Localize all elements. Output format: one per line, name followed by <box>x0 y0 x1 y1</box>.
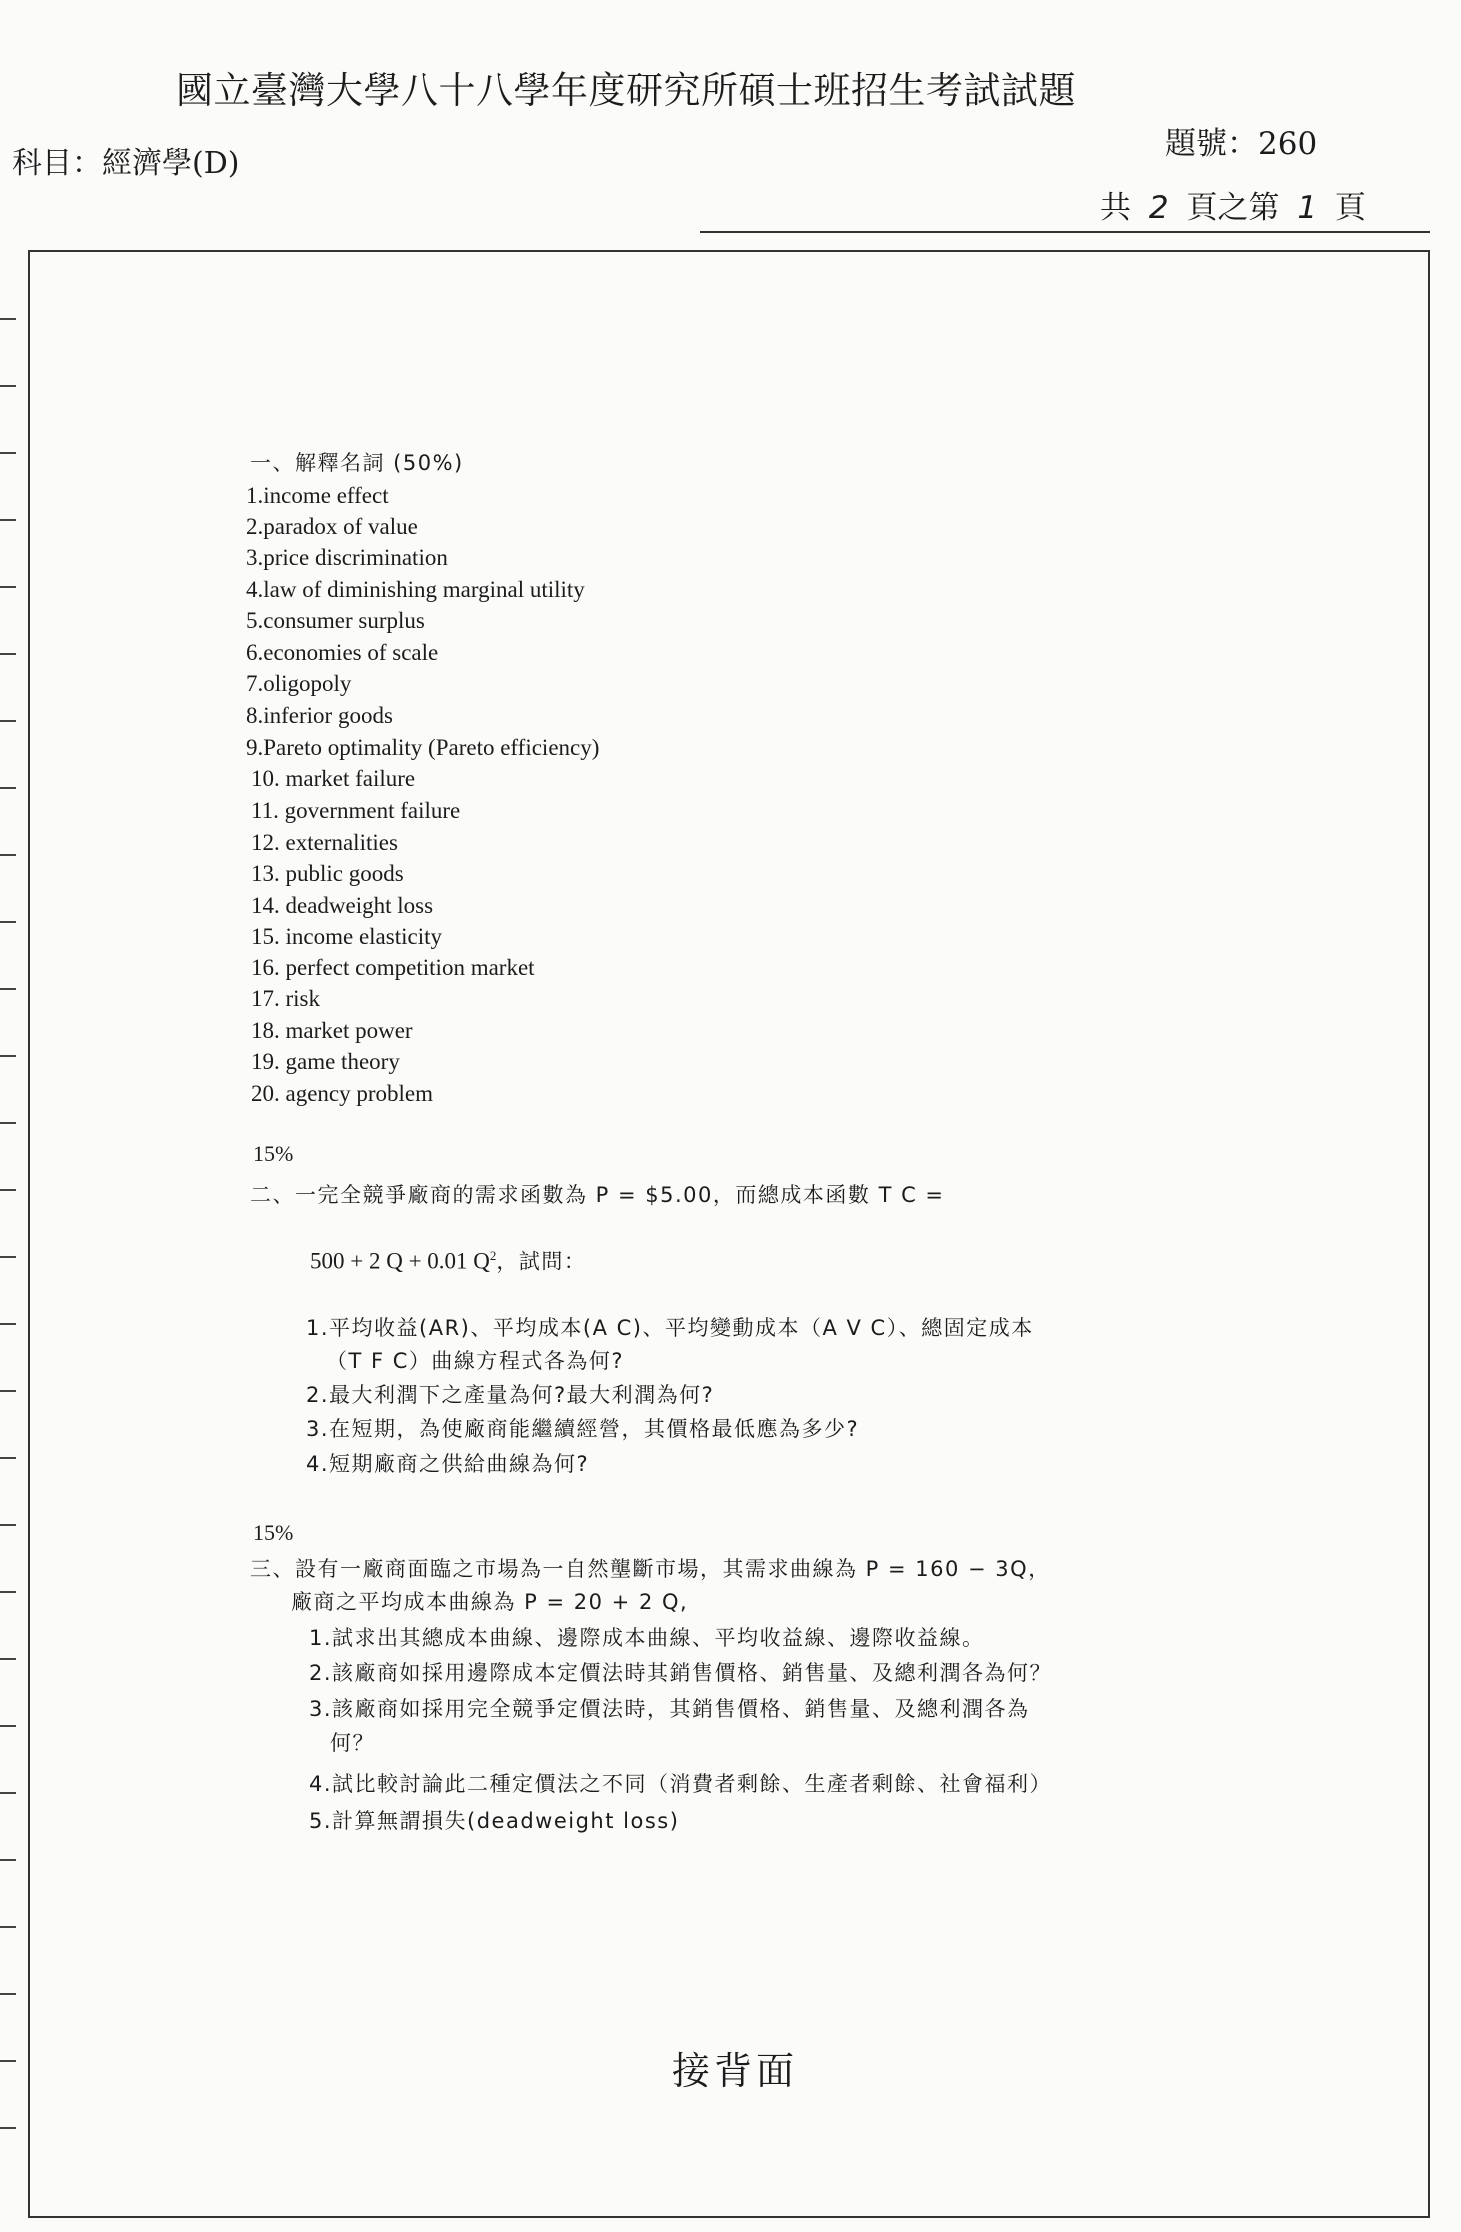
term-item: 18. market power <box>251 1018 413 1043</box>
cost-function-base: 500 + 2 Q + 0.01 Q <box>310 1248 490 1274</box>
page-total: 2 <box>1148 190 1169 226</box>
margin-tick <box>0 1792 16 1794</box>
margin-tick <box>0 1323 16 1325</box>
term-item: 9.Pareto optimality (Pareto efficiency) <box>246 735 600 760</box>
continue-on-back-note: 接背面 <box>672 2049 799 2093</box>
content-frame <box>28 250 1430 2218</box>
term-item: 3.price discrimination <box>246 545 448 570</box>
question-number: 題號：260 <box>1165 126 1318 162</box>
margin-tick <box>0 586 16 588</box>
margin-tick <box>0 1457 16 1459</box>
section2-item: （T F C）曲線方程式各為何? <box>326 1349 625 1373</box>
margin-tick <box>0 1122 16 1124</box>
margin-tick <box>0 519 16 521</box>
section2-question: 二、一完全競爭廠商的需求函數為 P = $5.00，而總成本函數 T C = <box>250 1183 945 1207</box>
term-item: 20. agency problem <box>251 1081 434 1106</box>
term-item: 7.oligopoly <box>246 671 352 696</box>
exam-title: 國立臺灣大學八十八學年度研究所碩士班招生考試試題 <box>176 69 1076 112</box>
section2-item: 2.最大利潤下之產量為何?最大利潤為何? <box>306 1383 715 1407</box>
margin-tick <box>0 854 16 856</box>
margin-tick <box>0 1256 16 1258</box>
cost-function-exponent: 2 <box>489 1248 497 1263</box>
margin-tick <box>0 385 16 387</box>
margin-tick <box>0 318 16 320</box>
margin-tick <box>0 1993 16 1995</box>
section3-question: 三、設有一廠商面臨之市場為一自然壟斷市場，其需求曲線為 P = 160 − 3Q， <box>250 1557 1051 1581</box>
margin-tick <box>0 787 16 789</box>
section3-item: 3.該廠商如採用完全競爭定價法時，其銷售價格、銷售量、及總利潤各為 <box>309 1697 1030 1721</box>
margin-tick <box>0 1055 16 1057</box>
section2-item: 3.在短期，為使廠商能繼續經營，其價格最低應為多少? <box>306 1417 860 1441</box>
term-item: 16. perfect competition market <box>251 955 535 980</box>
term-item: 6.economies of scale <box>246 640 439 665</box>
term-item: 13. public goods <box>251 861 404 886</box>
margin-tick <box>0 2127 16 2129</box>
page-prefix: 共 <box>1100 190 1131 226</box>
term-item: 11. government failure <box>251 798 461 823</box>
term-item: 4.law of diminishing marginal utility <box>246 577 585 602</box>
term-item: 17. risk <box>251 986 320 1011</box>
section1-heading: 一、解釋名詞 (50%) <box>250 451 464 475</box>
margin-tick <box>0 1591 16 1593</box>
term-item: 5.consumer surplus <box>246 608 425 633</box>
term-item: 2.paradox of value <box>246 514 418 539</box>
section3-item: 1.試求出其總成本曲線、邊際成本曲線、平均收益線、邊際收益線。 <box>309 1626 985 1650</box>
margin-tick <box>0 1524 16 1526</box>
page-mid: 頁之第 <box>1186 190 1280 226</box>
page-current: 1 <box>1297 190 1318 226</box>
margin-tick <box>0 1189 16 1191</box>
margin-tick <box>0 1926 16 1928</box>
term-item: 14. deadweight loss <box>251 893 434 918</box>
term-item: 19. game theory <box>251 1049 400 1074</box>
term-item: 12. externalities <box>251 830 398 855</box>
section2-cost-function <box>310 1241 586 1277</box>
section2-weight: 15% <box>253 1141 294 1166</box>
margin-tick <box>0 452 16 454</box>
margin-tick <box>0 988 16 990</box>
term-item: 10. market failure <box>251 766 416 791</box>
section3-item: 4.試比較討論此二種定價法之不同（消費者剩餘、生產者剩餘、社會福利） <box>309 1772 1053 1796</box>
section3-item: 5.計算無謂損失(deadweight loss) <box>309 1809 680 1833</box>
page-suffix: 頁 <box>1334 190 1366 226</box>
margin-tick <box>0 653 16 655</box>
margin-tick <box>0 1658 16 1660</box>
margin-tick <box>0 1859 16 1861</box>
margin-tick <box>0 921 16 923</box>
cost-function-ask: ，試問： <box>496 1249 587 1274</box>
section3-item: 何？ <box>330 1731 375 1755</box>
section3-item: 2.該廠商如採用邊際成本定價法時其銷售價格、銷售量、及總利潤各為何？ <box>309 1661 1053 1685</box>
margin-tick <box>0 1725 16 1727</box>
section3-question-cont: 廠商之平均成本曲線為 P = 20 + 2 Q, <box>291 1590 689 1614</box>
margin-tick <box>0 1390 16 1392</box>
section2-item: 4.短期廠商之供給曲線為何? <box>306 1452 590 1476</box>
header-rule <box>700 231 1430 233</box>
subject-label: 科目：經濟學(D) <box>12 146 240 181</box>
term-item: 8.inferior goods <box>246 703 393 728</box>
section2-item: 1.平均收益(AR)、平均成本(A C)、平均變動成本（A V C）、總固定成本 <box>306 1316 1034 1340</box>
section3-weight: 15% <box>253 1520 294 1545</box>
margin-tick <box>0 2060 16 2062</box>
margin-tick <box>0 720 16 722</box>
term-item: 15. income elasticity <box>251 924 442 949</box>
page-info <box>1100 182 1366 227</box>
term-item: 1.income effect <box>246 483 389 508</box>
